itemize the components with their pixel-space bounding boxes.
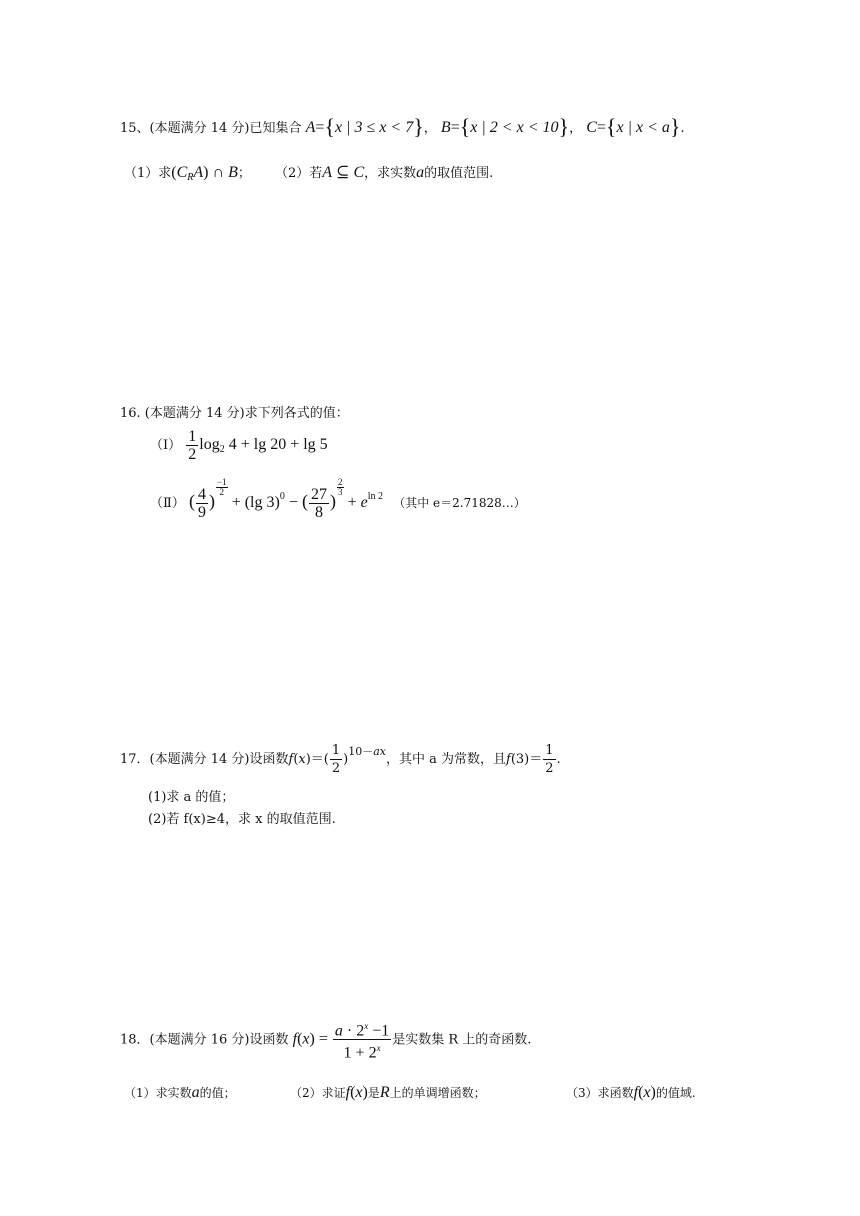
problem-16-part-2: （Ⅱ） ( $\frac{4}{9}$ ) $\frac{-1}{2}$ + (lg 3)$^0$ − ( $\frac{27}{8}$ ) $\frac{2}{3}$ + $e^{ln 2}$ （其中 e＝2.71828…）	[150, 477, 526, 521]
part-1-label: （Ⅰ）	[150, 438, 182, 453]
problem-15-statement: 15、(本题满分 14 分)已知集合 A={x | 3 ≤ x < 7}， B={x | 2 < x < 10}， C={x | x < a}.	[120, 114, 685, 139]
problem-16-note: （其中 e＝2.71828…）	[393, 496, 526, 510]
problem-18-statement: 18．(本题满分 16 分)设函数 f(x) = $\frac{a \cdot 2^x -1}{1 + 2^x}$ 是实数集 R 上的奇函数.	[120, 1018, 531, 1062]
problem-15-q1: （1）求$(C_RA)$ ∩ B；	[124, 164, 251, 183]
problem-15-header: 15、(本题满分 14 分)已知集合	[120, 121, 302, 136]
problem-18-header: 18．(本题满分 16 分)设函数	[120, 1032, 289, 1048]
problem-16-part-1: （Ⅰ） $\frac{1}{2}$ $\log_2 4 + \lg 20 + \lg 5$	[150, 428, 328, 463]
problem-18-q2: （2）求证f(x)是R上的单调增函数；	[290, 1084, 486, 1101]
set-c-definition: x | x < a	[616, 119, 670, 136]
problem-17-middle: ，其中 a 为常数，且	[386, 752, 507, 767]
problem-17-q2: (2)若 f(x)≥4，求 x 的取值范围.	[148, 812, 336, 827]
set-a-definition: x | 3 ≤ x < 7	[335, 119, 414, 136]
problem-16-header: 16. (本题满分 14 分)求下列各式的值：	[120, 406, 349, 421]
set-c-label: C	[586, 119, 597, 136]
set-b-definition: x | 2 < x < 10	[470, 119, 559, 136]
problem-18-q1: （1）求实数a的值；	[124, 1084, 236, 1101]
problem-17-header: 17．(本题满分 14 分)设函数	[120, 752, 289, 767]
set-a-label: A	[305, 119, 316, 136]
problem-17-q1: (1)求 a 的值；	[148, 790, 235, 805]
problem-17-statement: 17．(本题满分 14 分)设函数f(x)＝( $\frac{1}{2}$ )$^{10-ax}$，其中 a 为常数，且f(3)＝ $\frac{1}{2}$ .	[120, 743, 561, 776]
problem-18-tail: 是实数集 R 上的奇函数.	[392, 1032, 532, 1048]
problem-18-q3: （3）求函数f(x)的值域.	[566, 1084, 696, 1101]
part-2-label: （Ⅱ）	[150, 496, 185, 511]
set-b-label: B	[440, 119, 451, 136]
problem-15-questions	[124, 162, 493, 183]
problem-15-q2: （2）若A ⊆ C，求实数a的取值范围.	[275, 164, 494, 181]
